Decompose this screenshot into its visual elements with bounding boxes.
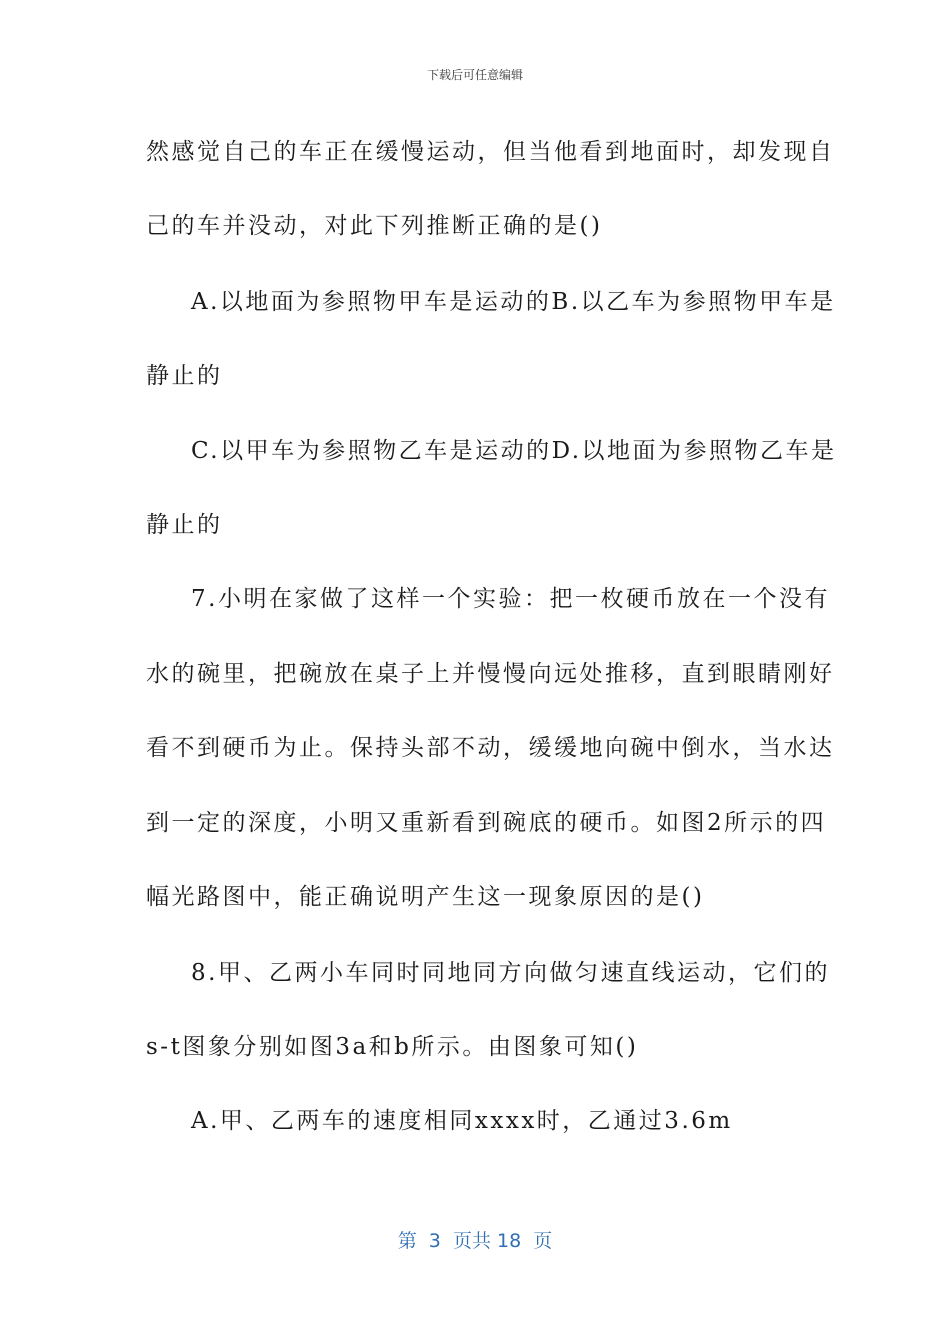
page-footer: 第 3 页共 18 页 bbox=[397, 1230, 553, 1252]
text-line: 水的碗里，把碗放在桌子上并慢慢向远处推移，直到眼睛刚好 bbox=[146, 661, 835, 687]
text-line: 到一定的深度，小明又重新看到碗底的硬币。如图2所示的四 bbox=[146, 810, 827, 836]
text-line: s-t图象分别如图3a和b所示。由图象可知() bbox=[146, 1034, 639, 1060]
text-line: 静止的 bbox=[146, 363, 223, 389]
text-line: 然感觉自己的车正在缓慢运动，但当他看到地面时，却发现自 bbox=[146, 139, 835, 165]
question-line: 7.小明在家做了这样一个实验：把一枚硬币放在一个没有 bbox=[191, 586, 830, 612]
text-line: 己的车并没动，对此下列推断正确的是() bbox=[146, 213, 603, 239]
question-line: 8.甲、乙两小车同时同地同方向做匀速直线运动，它们的 bbox=[191, 960, 830, 986]
text-line: 看不到硬币为止。保持头部不动，缓缓地向碗中倒水，当水达 bbox=[146, 735, 835, 761]
text-line: 幅光路图中，能正确说明产生这一现象原因的是() bbox=[146, 884, 705, 910]
page-header: 下载后可任意编辑 bbox=[426, 68, 523, 82]
option-line: A.以地面为参照物甲车是运动的B.以乙车为参照物甲车是 bbox=[191, 289, 836, 315]
option-line: A.甲、乙两车的速度相同xxxx时，乙通过3.6m bbox=[191, 1108, 733, 1134]
option-line: C.以甲车为参照物乙车是运动的D.以地面为参照物乙车是 bbox=[191, 438, 837, 464]
text-line: 静止的 bbox=[146, 512, 223, 538]
